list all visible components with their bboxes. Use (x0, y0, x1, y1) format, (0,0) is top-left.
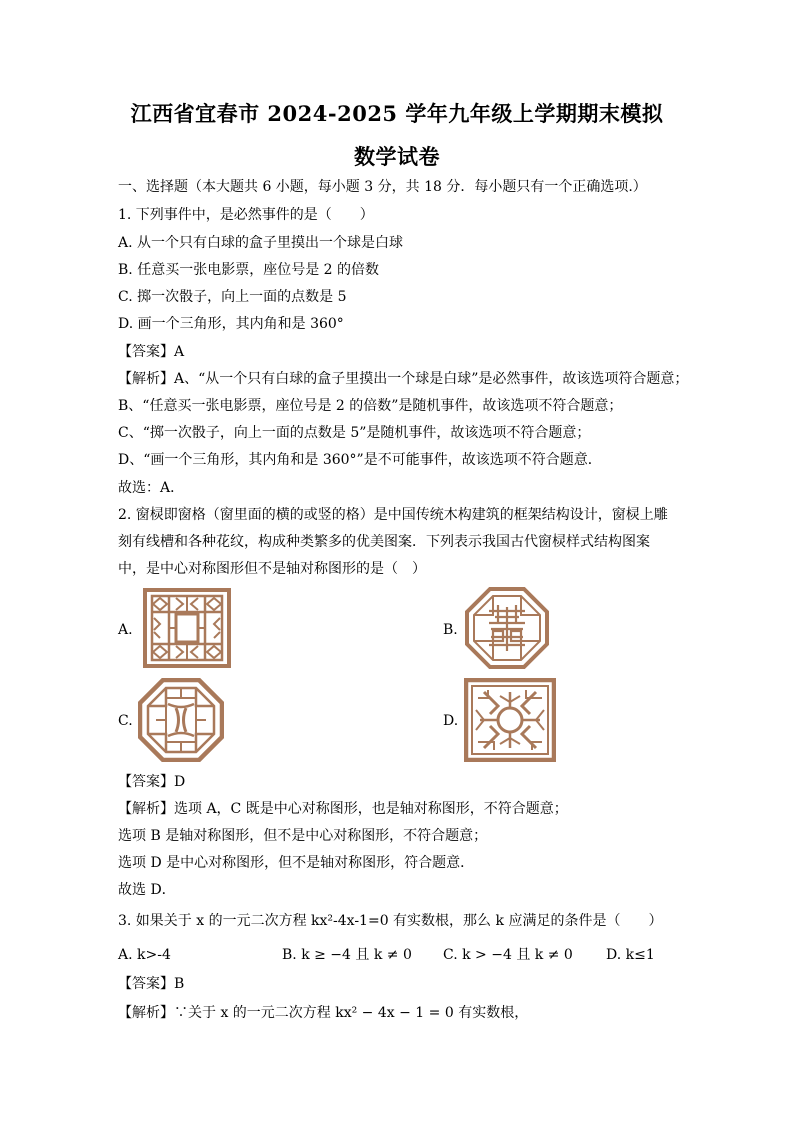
q1-analysis-line: C、“掷一次骰子，向上一面的点数是 5”是随机事件，故该选项不符合题意； (118, 425, 591, 441)
lattice-window-d-image (464, 678, 556, 762)
q1-analysis-line: B、“任意买一张电影票，座位号是 2 的倍数”是随机事件，故该选项不符合题意； (118, 398, 623, 414)
q3-option-a: A. k>-4 (118, 947, 171, 963)
q2-stem-line: 刻有线槽和各种花纹，构成种类繁多的优美图案．下列表示我国古代窗棂样式结构图案 (118, 534, 650, 550)
q2-stem-line: 2. 窗棂即窗格（窗里面的横的或竖的格）是中国传统木构建筑的框架结构设计，窗棂上雕 (118, 507, 668, 523)
q1-option-b: B. 任意买一张电影票，座位号是 2 的倍数 (118, 262, 379, 278)
q2-option-b-label: B. (443, 622, 458, 638)
q1-option-c: C. 掷一次骰子，向上一面的点数是 5 (118, 289, 347, 305)
q3-answer: 【答案】B (118, 976, 185, 992)
q2-conclusion: 故选 D． (118, 882, 176, 898)
q1-answer: 【答案】A (118, 344, 185, 360)
q2-stem-line: 中，是中心对称图形但不是轴对称图形的是（ ） (118, 561, 426, 577)
section-heading: 一、选择题（本大题共 6 小题，每小题 3 分，共 18 分．每小题只有一个正确选项.） (118, 179, 647, 195)
q2-answer: 【答案】D (118, 774, 186, 790)
q2-option-c-label: C. (118, 713, 133, 729)
q1-option-a: A. 从一个只有白球的盒子里摸出一个球是白球 (118, 235, 404, 251)
q3-analysis-line: 【解析】∵关于 x 的一元二次方程 kx² − 4x − 1 = 0 有实数根， (118, 1005, 529, 1021)
q2-analysis-line: 选项 D 是中心对称图形，但不是轴对称图形，符合题意． (118, 855, 475, 871)
q1-stem: 1. 下列事件中，是必然事件的是（ ） (118, 207, 374, 223)
q1-option-d: D. 画一个三角形，其内角和是 360° (118, 316, 344, 332)
q1-analysis-line: 【解析】A、“从一个只有白球的盒子里摸出一个球是白球”是必然事件，故该选项符合题意； (118, 371, 689, 387)
q2-option-a-label: A. (118, 622, 133, 638)
exam-title-line2: 数学试卷 (354, 144, 440, 169)
q1-conclusion: 故选：A． (118, 480, 185, 496)
q3-option-d: D. k≤1 (606, 947, 655, 963)
q2-analysis-line: 【解析】选项 A，C 既是中心对称图形，也是轴对称图形，不符合题意； (118, 801, 568, 817)
exam-title-line1: 江西省宜春市 2024-2025 学年九年级上学期期末模拟 (130, 101, 664, 126)
q3-option-c: C. k > −4 且 k ≠ 0 (443, 947, 573, 963)
q2-analysis-line: 选项 B 是轴对称图形，但不是中心对称图形，不符合题意； (118, 828, 488, 844)
lattice-window-b-image (465, 587, 549, 669)
q3-stem: 3. 如果关于 x 的一元二次方程 kx²-4x-1=0 有实数根，那么 k 应满足的条件是（ ） (118, 913, 663, 929)
q1-analysis-line: D、“画一个三角形，其内角和是 360°”是不可能事件，故该选项不符合题意． (118, 452, 602, 468)
lattice-window-a-image (143, 588, 231, 668)
q2-option-d-label: D. (443, 713, 459, 729)
lattice-window-c-image (138, 678, 224, 762)
q3-option-b: B. k ≥ −4 且 k ≠ 0 (282, 947, 412, 963)
